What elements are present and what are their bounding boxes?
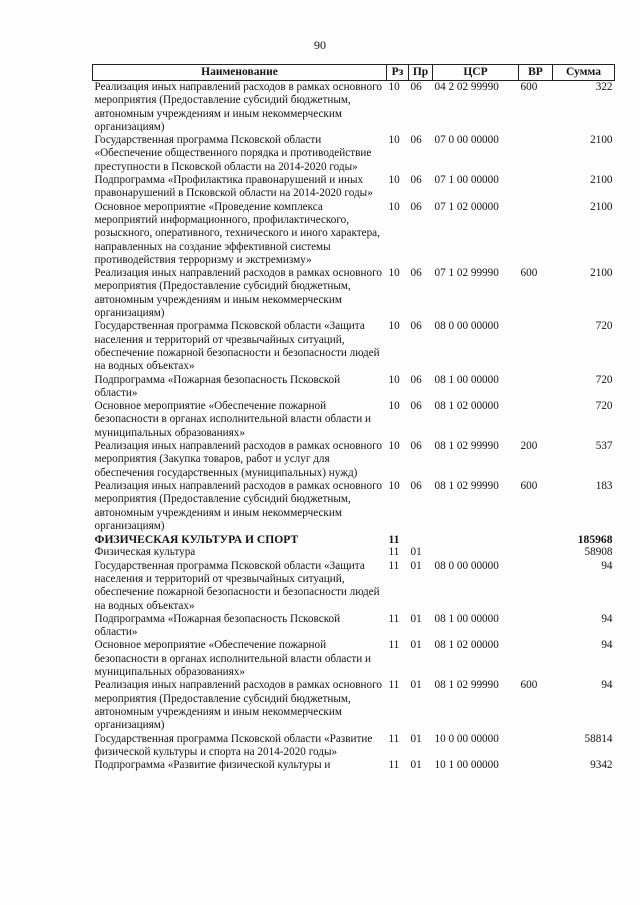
cell-pr: 06 (410, 320, 422, 333)
cell-rz: 11 (388, 759, 400, 772)
cell-name: Реализация иных направлений расходов в рамках основного мероприятия (Предоставление субсидий бюджетным, автономным учреждениям и иным некоммерческим организациям) (94, 81, 382, 133)
cell-rz: 11 (388, 679, 400, 692)
cell-name: Подпрограмма «Развитие физической культуры и (94, 759, 331, 772)
cell-pr: 06 (410, 134, 422, 147)
cell-vr (519, 733, 553, 760)
cell-vr (519, 374, 553, 401)
cell-csr: 08 1 02 99990 (434, 679, 499, 692)
table-row (93, 174, 615, 201)
table-header-row (93, 65, 615, 81)
cell-sum: 720 (595, 373, 613, 386)
cell-csr: 08 1 00 00000 (434, 373, 499, 386)
cell-vr: 600 (520, 267, 538, 280)
cell-rz: 10 (388, 267, 400, 280)
cell-sum: 537 (595, 440, 613, 453)
cell-csr: 07 1 00 00000 (434, 174, 499, 187)
cell-name: Подпрограмма «Пожарная безопасность Псковской области» (94, 612, 341, 639)
cell-rz: 10 (388, 200, 400, 213)
cell-sum: 720 (595, 320, 613, 333)
cell-pr: 01 (410, 612, 422, 625)
cell-sum: 94 (601, 679, 613, 692)
cell-name: Подпрограмма «Профилактика правонарушений и иных правонарушений в Псковской области на 2014-2020 годы» (94, 174, 373, 200)
table-row (93, 733, 615, 760)
cell-sum: 2100 (590, 174, 613, 187)
cell-pr: 06 (410, 267, 422, 280)
cell-vr (519, 134, 553, 174)
cell-vr (519, 639, 553, 679)
cell-rz: 11 (388, 732, 400, 745)
cell-sum: 2100 (590, 200, 613, 213)
cell-vr (519, 201, 553, 267)
cell-vr (519, 560, 553, 613)
cell-csr: 08 1 00 00000 (434, 612, 499, 625)
cell-name: Основное мероприятие «Проведение комплекса мероприятий информационного, профилактического, розыскного, оперативного, технического и иного характера, направленных на создание эффективной системы противодействия терроризму и экстремизму» (94, 200, 380, 266)
budget-table (92, 64, 615, 772)
table-row (93, 267, 615, 320)
table-row (93, 679, 615, 732)
cell-csr (433, 546, 519, 559)
cell-sum: 322 (595, 81, 613, 93)
table-row (93, 759, 615, 772)
cell-rz: 10 (388, 134, 400, 147)
table-row (93, 400, 615, 440)
cell-rz: 10 (388, 400, 400, 413)
section-row (93, 533, 615, 546)
cell-pr: 06 (410, 400, 422, 413)
cell-vr: 600 (520, 679, 538, 692)
cell-name: Физическая культура (94, 546, 196, 559)
cell-csr: 07 1 02 00000 (434, 200, 499, 213)
cell-csr (433, 533, 519, 546)
cell-csr: 10 0 00 00000 (434, 732, 499, 745)
table-row (93, 81, 615, 135)
cell-name: Подпрограмма «Пожарная безопасность Псковской области» (94, 373, 341, 399)
header-pr: Пр (409, 65, 433, 81)
table-row (93, 320, 615, 373)
cell-pr: 01 (410, 639, 422, 652)
cell-rz: 11 (388, 546, 400, 559)
cell-pr: 01 (410, 732, 422, 745)
cell-sum: 2100 (590, 134, 613, 147)
cell-vr: 600 (520, 479, 538, 492)
cell-name: Основное мероприятие «Обеспечение пожарной безопасности в органах исполнительной власти области и муниципальных образованиях» (94, 400, 372, 439)
cell-sum: 58908 (584, 546, 613, 559)
cell-rz: 11 (388, 612, 400, 625)
cell-pr: 01 (410, 759, 422, 772)
table-row (93, 560, 615, 613)
cell-vr (519, 546, 553, 559)
cell-csr: 08 1 02 99990 (434, 440, 499, 453)
header-name: Наименование (93, 65, 387, 81)
cell-pr: 06 (410, 440, 422, 453)
cell-csr: 07 0 00 00000 (434, 134, 499, 147)
cell-vr (519, 400, 553, 440)
header-rz: Рз (387, 65, 409, 81)
cell-sum: 185968 (577, 533, 613, 547)
cell-csr: 08 1 02 00000 (434, 400, 499, 413)
cell-name: Реализация иных направлений расходов в рамках основного мероприятия (Закупка товаров, работ и услуг для обеспечения государственных (муниципальных) нужд) (94, 440, 382, 479)
cell-rz: 11 (388, 639, 400, 652)
cell-pr: 06 (410, 81, 422, 93)
table-row (93, 639, 615, 679)
cell-vr (519, 174, 553, 201)
table-row (93, 480, 615, 533)
cell-name: Реализация иных направлений расходов в рамках основного мероприятия (Предоставление субсидий бюджетным, автономным учреждениям и иным некоммерческим организациям) (94, 479, 382, 532)
cell-rz: 10 (388, 81, 400, 93)
table-row (93, 374, 615, 401)
header-vr: ВР (519, 65, 553, 81)
cell-pr: 01 (410, 559, 422, 572)
table-row (93, 134, 615, 174)
cell-rz: 10 (388, 479, 400, 492)
table-row (93, 613, 615, 640)
cell-csr: 04 2 02 99990 (434, 81, 499, 93)
cell-name: Реализация иных направлений расходов в рамках основного мероприятия (Предоставление субсидий бюджетным, автономным учреждениям и иным некоммерческим организациям) (94, 267, 382, 320)
cell-vr: 200 (520, 440, 538, 453)
cell-pr (409, 533, 433, 546)
cell-sum: 2100 (590, 267, 613, 280)
cell-csr: 08 0 00 00000 (434, 559, 499, 572)
cell-csr: 07 1 02 99990 (434, 267, 499, 280)
cell-sum: 94 (601, 559, 613, 572)
cell-name: Реализация иных направлений расходов в рамках основного мероприятия (Предоставление субсидий бюджетным, автономным учреждениям и иным некоммерческим организациям) (94, 679, 382, 732)
cell-sum: 183 (595, 479, 613, 492)
cell-sum: 94 (601, 612, 613, 625)
header-csr: ЦСР (433, 65, 519, 81)
cell-sum: 94 (601, 639, 613, 652)
cell-pr: 06 (410, 174, 422, 187)
table-row (93, 440, 615, 480)
cell-rz: 10 (388, 440, 400, 453)
cell-pr: 06 (410, 373, 422, 386)
cell-name: Государственная программа Псковской области «Обеспечение общественного порядка и противодействие преступности в Псковской области на 2014-2020 годы» (94, 134, 372, 173)
cell-csr: 08 1 02 99990 (434, 479, 499, 492)
cell-sum: 720 (595, 400, 613, 413)
cell-pr: 01 (410, 679, 422, 692)
cell-rz: 10 (388, 320, 400, 333)
cell-vr (519, 759, 553, 772)
cell-vr (519, 320, 553, 373)
cell-pr: 06 (410, 479, 422, 492)
cell-name: Государственная программа Псковской области «Защита населения и территорий от чрезвычайных ситуаций, обеспечение пожарной безопасности и безопасности людей на водных объектах» (94, 559, 380, 612)
cell-sum: 9342 (590, 759, 613, 772)
cell-csr: 08 1 02 00000 (434, 639, 499, 652)
cell-name: Государственная программа Псковской области «Развитие физической культуры и спорта на 2014-2020 годы» (94, 732, 373, 758)
cell-vr: 600 (520, 81, 538, 93)
cell-rz: 10 (388, 174, 400, 187)
cell-name: Государственная программа Псковской области «Защита населения и территорий от чрезвычайных ситуаций, обеспечение пожарной безопасности и безопасности людей на водных объектах» (94, 320, 380, 373)
cell-name: ФИЗИЧЕСКАЯ КУЛЬТУРА И СПОРТ (94, 533, 299, 547)
cell-csr: 08 0 00 00000 (434, 320, 499, 333)
cell-rz: 11 (388, 533, 400, 547)
cell-sum: 58814 (584, 732, 613, 745)
cell-csr: 10 1 00 00000 (434, 759, 499, 772)
table-row (93, 546, 615, 559)
cell-name: Основное мероприятие «Обеспечение пожарной безопасности в органах исполнительной власти области и муниципальных образованиях» (94, 639, 372, 679)
table-body (93, 81, 615, 773)
cell-rz: 11 (388, 559, 400, 572)
cell-vr (519, 613, 553, 640)
table-row (93, 201, 615, 267)
header-sum: Сумма (553, 65, 615, 81)
cell-vr (519, 533, 553, 546)
cell-pr: 01 (410, 546, 422, 559)
cell-pr: 06 (410, 200, 422, 213)
cell-rz: 10 (388, 373, 400, 386)
page-number: 90 (314, 38, 326, 52)
